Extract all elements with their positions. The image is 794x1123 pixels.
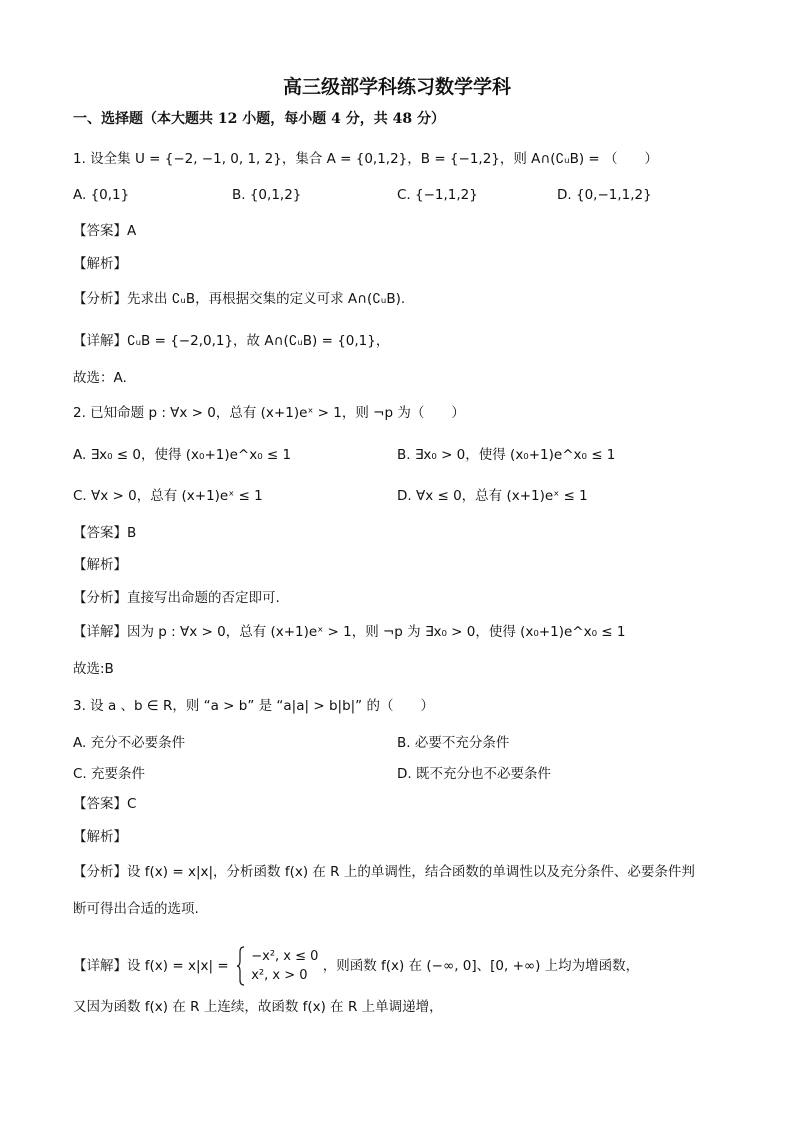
section-heading: 一、选择题（本大题共 12 小题，每小题 4 分，共 48 分） — [73, 111, 445, 127]
q2-option-c: C. ∀x > 0，总有 (x+1)eˣ ≤ 1 — [73, 488, 263, 504]
q2-option-a: A. ∃x₀ ≤ 0，使得 (x₀+1)e^x₀ ≤ 1 — [73, 447, 292, 463]
q1-option-b: B. {0,1,2} — [232, 187, 302, 203]
q2-choice: 故选:B — [73, 661, 114, 677]
question-2-stem: 2. 已知命题 p : ∀x > 0，总有 (x+1)eˣ > 1，则 ¬p 为（ ） — [73, 405, 465, 421]
case-1: −x², x ≤ 0 — [251, 949, 319, 964]
q3-option-a: A. 充分不必要条件 — [73, 735, 186, 751]
q2-option-d: D. ∀x ≤ 0，总有 (x+1)eˣ ≤ 1 — [397, 488, 588, 504]
q3-jiexi: 【解析】 — [73, 829, 127, 845]
q1-option-d: D. {0,−1,1,2} — [557, 187, 652, 203]
question-3-stem: 3. 设 a 、b ∈ R，则 “a > b” 是 “a|a| > b|b|” 的（ ） — [73, 698, 434, 714]
q3-detail-prefix: 【详解】设 f(x) = x|x| = — [73, 958, 229, 974]
case-2: x², x > 0 — [251, 968, 308, 983]
question-1-stem: 1. 设全集 U = {−2, −1, 0, 1, 2}，集合 A = {0,1,2}，B = {−1,2}，则 A∩(∁ᵤB) = （ ） — [73, 151, 659, 167]
q1-option-c: C. {−1,1,2} — [397, 187, 478, 203]
q3-detail-suffix: ，则函数 f(x) 在 (−∞, 0]、[0, +∞) 上均为增函数， — [322, 958, 640, 974]
q2-answer: 【答案】B — [73, 525, 137, 541]
piecewise-brace — [237, 946, 245, 986]
q1-detail: 【详解】∁ᵤB = {−2,0,1}，故 A∩(∁ᵤB) = {0,1}， — [73, 333, 390, 349]
piecewise-cases — [251, 947, 318, 985]
q3-option-c: C. 充要条件 — [73, 766, 146, 782]
q1-choice: 故选：A. — [73, 370, 127, 386]
q1-analysis: 【分析】先求出 ∁ᵤB，再根据交集的定义可求 A∩(∁ᵤB). — [73, 291, 406, 307]
q3-answer: 【答案】C — [73, 796, 137, 812]
q1-option-a: A. {0,1} — [73, 187, 130, 203]
q2-detail: 【详解】因为 p : ∀x > 0，总有 (x+1)eˣ > 1，则 ¬p 为 ∃x₀ > 0，使得 (x₀+1)e^x₀ ≤ 1 — [73, 624, 626, 640]
q2-analysis: 【分析】直接写出命题的否定即可. — [73, 590, 280, 606]
q3-detail — [73, 946, 639, 986]
q3-final-line: 又因为函数 f(x) 在 R 上连续，故函数 f(x) 在 R 上单调递增， — [73, 999, 443, 1015]
page-title: 高三级部学科练习数学学科 — [282, 76, 511, 98]
q3-option-d: D. 既不充分也不必要条件 — [397, 766, 551, 782]
q2-jiexi: 【解析】 — [73, 557, 127, 573]
q3-analysis-line-1: 【分析】设 f(x) = x|x|，分析函数 f(x) 在 R 上的单调性，结合函数的单调性以及充分条件、必要条件判 — [73, 864, 695, 880]
q1-answer: 【答案】A — [73, 223, 137, 239]
q1-jiexi: 【解析】 — [73, 256, 127, 272]
q3-analysis-line-2: 断可得出合适的选项. — [73, 901, 199, 917]
q3-option-b: B. 必要不充分条件 — [397, 735, 510, 751]
q2-option-b: B. ∃x₀ > 0，使得 (x₀+1)e^x₀ ≤ 1 — [397, 447, 616, 463]
